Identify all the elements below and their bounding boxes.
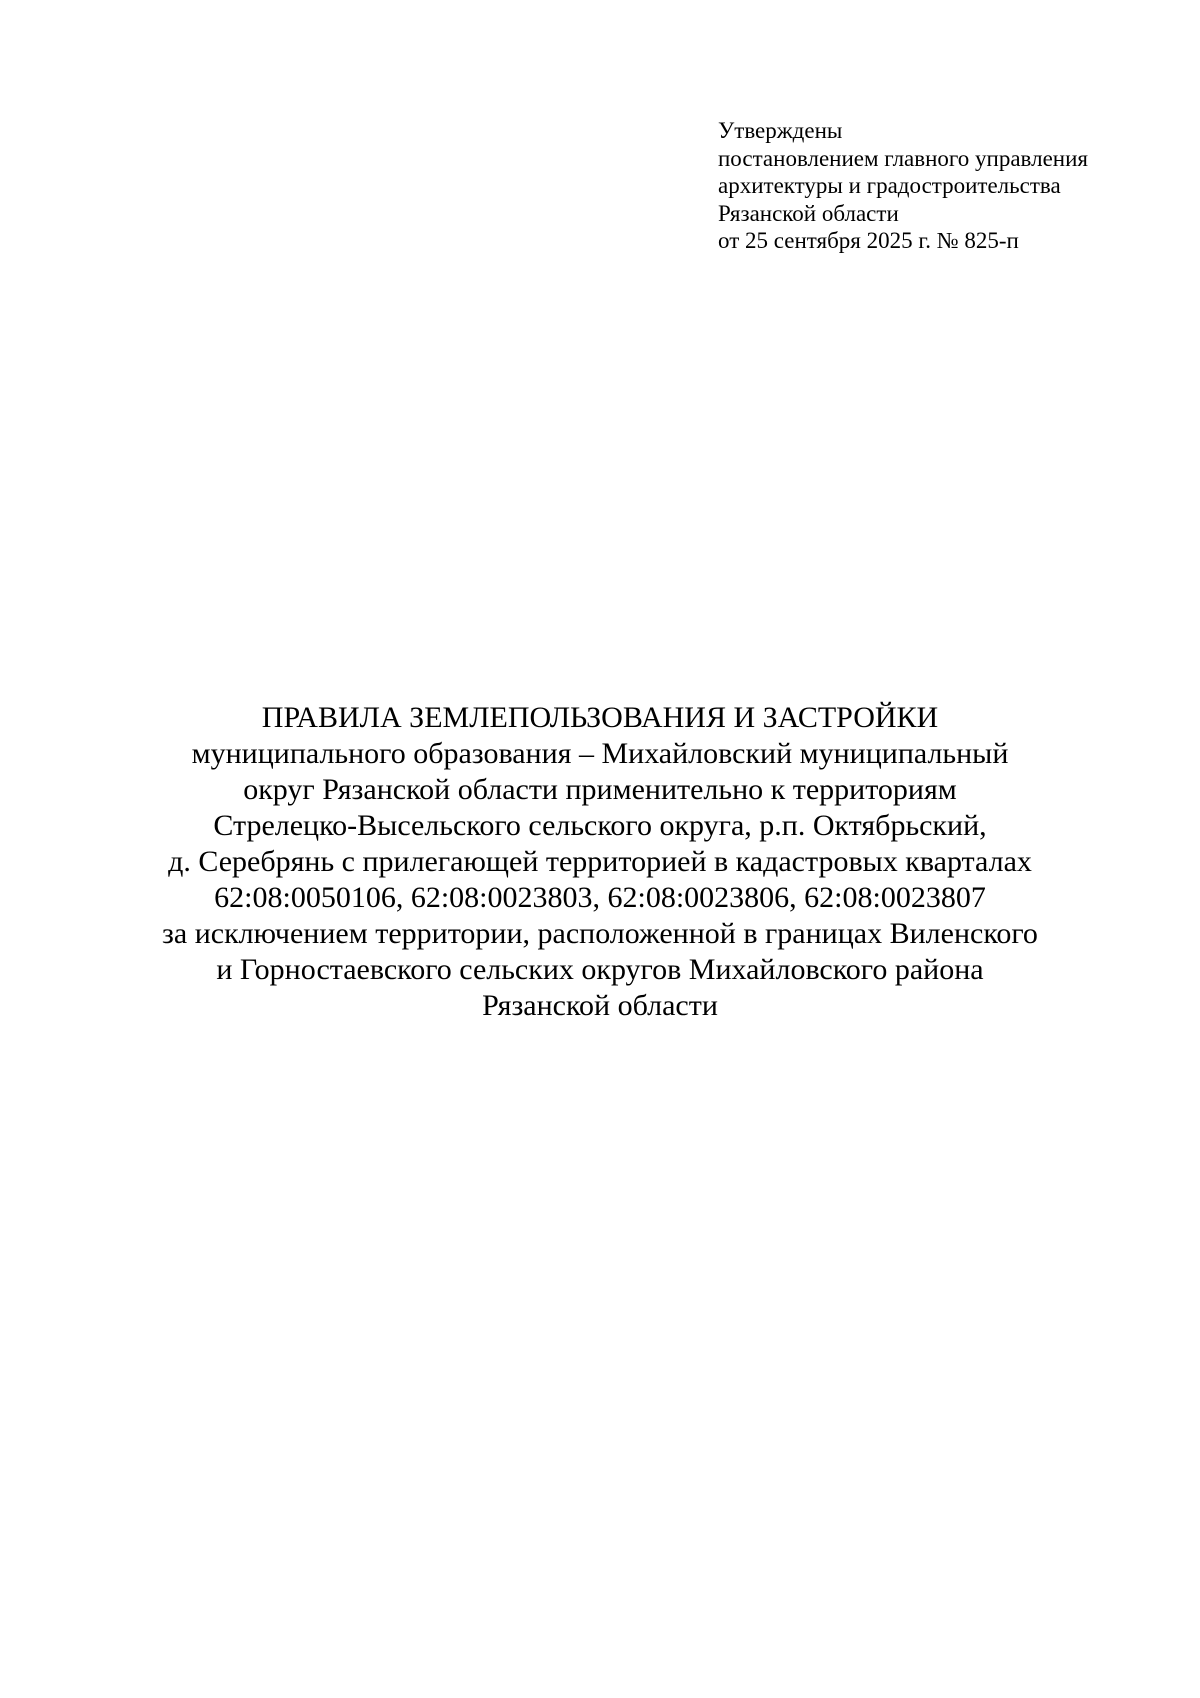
title-line: Рязанской области [482,989,718,1022]
approval-line: Рязанской области [718,200,899,226]
title-line: муниципального образования – Михайловский муниципальный [191,737,1009,770]
title-line: за исключением территории, расположенной в границах Виленского [162,917,1038,950]
approval-line: архитектуры и градостроительства [718,173,1061,198]
title-line: и Горностаевского сельских округов Михайловского района [216,953,984,986]
approval-line: Утверждены [718,118,843,143]
approval-date-line: от 25 сентября 2025 г. № 825-п [718,228,1019,253]
title-heading: ПРАВИЛА ЗЕМЛЕПОЛЬЗОВАНИЯ И ЗАСТРОЙКИ [261,701,939,734]
title-line: Стрелецко-Высельского сельского округа, р.п. Октябрьский, [213,809,987,842]
approval-line: постановлением главного управления [718,145,1088,171]
title-cadastral-line: 62:08:0050106, 62:08:0023803, 62:08:0023806, 62:08:0023807 [214,881,986,914]
title-line: округ Рязанской области применительно к территориям [243,773,957,806]
document-title [100,700,1100,1024]
approval-stamp [718,117,1158,255]
title-line: д. Серебрянь с прилегающей территорией в кадастровых кварталах [168,845,1032,878]
